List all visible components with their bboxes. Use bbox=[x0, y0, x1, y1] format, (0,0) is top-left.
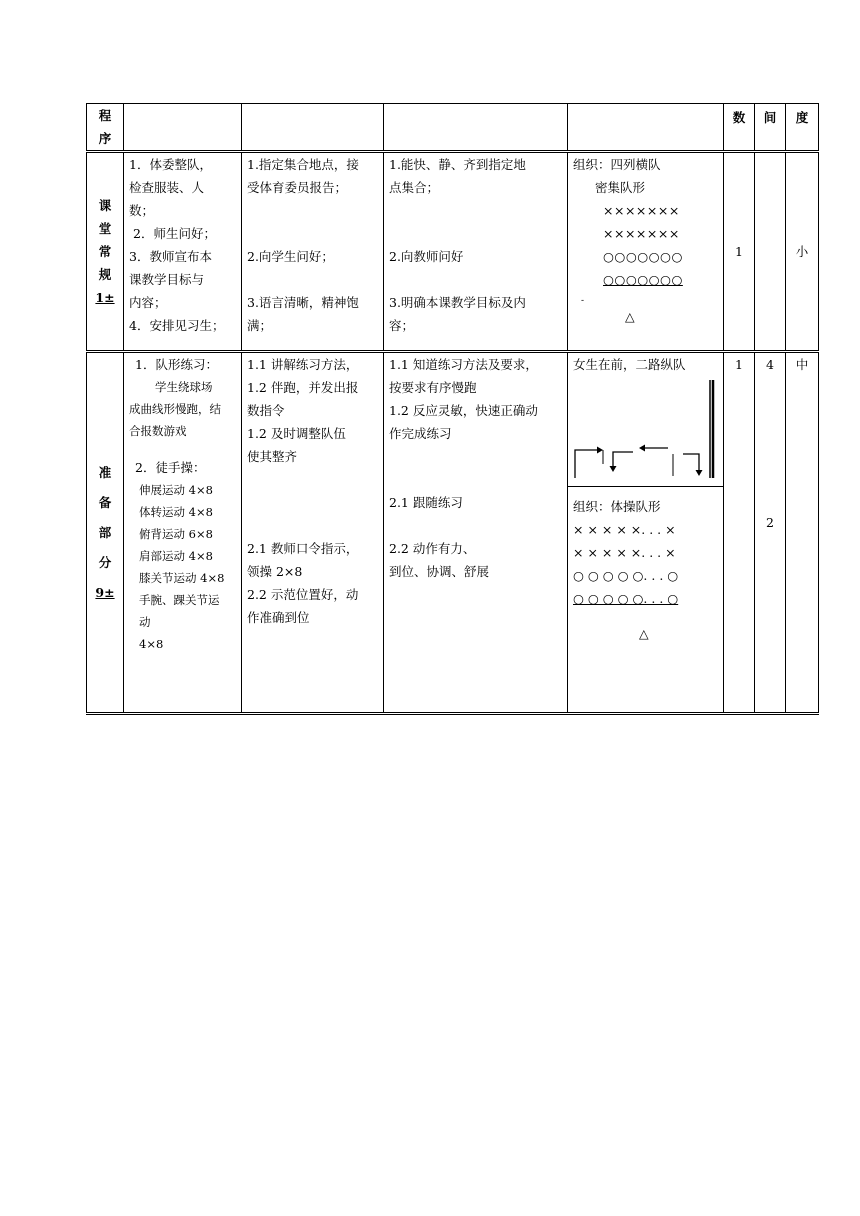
content-line: 4．安排见习生； bbox=[129, 318, 225, 333]
header-empty bbox=[124, 104, 242, 152]
teacher-position-mark: △ bbox=[639, 626, 649, 641]
student-line: 1.2 反应灵敏，快速正确动 bbox=[389, 403, 538, 418]
teacher-line: 领操 2×8 bbox=[247, 564, 303, 579]
content-line: 内容； bbox=[129, 295, 167, 310]
routine-student bbox=[384, 152, 568, 352]
content-line: 学生绕球场 bbox=[155, 380, 213, 394]
student-line: 2.2 动作有力、 bbox=[389, 541, 476, 556]
exercise-line: 动 bbox=[139, 615, 151, 629]
prep-organization bbox=[568, 352, 724, 714]
lesson-plan-table bbox=[86, 103, 819, 715]
teacher-line: 3.语言清晰，精神饱 bbox=[247, 295, 359, 310]
label-char: 备 bbox=[98, 494, 112, 510]
teacher-line: 2.2 示范位置好，动 bbox=[247, 587, 359, 602]
header-empty bbox=[242, 104, 384, 152]
teacher-line: 数指令 bbox=[247, 403, 285, 418]
label-char: 部 bbox=[98, 524, 112, 540]
content-line: 3．教师宣布本 bbox=[129, 249, 212, 264]
student-line: 3.明确本课教学目标及内 bbox=[389, 295, 526, 310]
content-line: 2．师生问好； bbox=[133, 226, 216, 241]
student-line: 到位、协调、舒展 bbox=[389, 564, 490, 579]
teacher-line: 使其整齐 bbox=[247, 449, 298, 464]
duration-value: 2 bbox=[766, 515, 774, 530]
teacher-line: 1.指定集合地点，接 bbox=[247, 157, 359, 172]
teacher-line: 作准确到位 bbox=[247, 610, 310, 625]
student-line: 作完成练习 bbox=[389, 426, 452, 441]
content-heading: 1．队形练习： bbox=[135, 357, 218, 372]
content-heading: 2．徒手操： bbox=[135, 460, 206, 475]
teacher-line: 1.1 讲解练习方法， bbox=[247, 357, 359, 372]
formation-row: × × × × ×. . . × bbox=[573, 545, 676, 560]
student-line: 按要求有序慢跑 bbox=[389, 380, 477, 395]
running-route-diagram bbox=[573, 376, 718, 486]
formation-row: ××××××× bbox=[603, 226, 680, 241]
header-procedure bbox=[87, 104, 124, 152]
teacher-position-mark: △ bbox=[625, 309, 635, 324]
label-char: 规 bbox=[98, 267, 112, 282]
org-dash: - bbox=[581, 296, 585, 306]
label-char: 分 bbox=[98, 554, 112, 570]
teacher-line: 1.2 及时调整队伍 bbox=[247, 426, 346, 441]
prep-label bbox=[87, 352, 124, 714]
header-char: 序 bbox=[98, 131, 112, 146]
prep-student bbox=[384, 352, 568, 714]
header-empty bbox=[384, 104, 568, 152]
prep-row bbox=[87, 352, 819, 714]
student-line: 2.1 跟随练习 bbox=[389, 495, 463, 510]
org-title: 组织：体操队形 bbox=[573, 499, 661, 514]
routine-organization bbox=[568, 152, 724, 352]
content-line: 课教学目标与 bbox=[129, 272, 205, 287]
student-line: 点集合； bbox=[389, 180, 440, 195]
label-char: 课 bbox=[98, 198, 112, 213]
header-time: 间 bbox=[755, 104, 786, 152]
org-title: 组织：四列横队 bbox=[573, 157, 661, 172]
label-char: 准 bbox=[98, 464, 112, 480]
exercise-line: 肩部运动 4×8 bbox=[139, 549, 213, 563]
content-line: 数； bbox=[129, 203, 155, 218]
routine-label bbox=[87, 152, 124, 352]
formation-row: ○ ○ ○ ○ ○. . . ○ bbox=[573, 568, 679, 583]
teacher-line: 受体育委员报告； bbox=[247, 180, 348, 195]
header-intensity: 度 bbox=[786, 104, 819, 152]
student-line: 2.向教师问好 bbox=[389, 249, 464, 264]
prep-times: 1 bbox=[724, 352, 755, 714]
content-line: 合报数游戏 bbox=[129, 424, 187, 438]
teacher-line: 2.向学生问好； bbox=[247, 249, 334, 264]
org-title: 女生在前，二路纵队 bbox=[573, 357, 686, 372]
exercise-line: 手腕、踝关节运 bbox=[139, 593, 220, 607]
formation-row: ××××××× bbox=[603, 203, 680, 218]
teacher-line: 2.1 教师口令指示， bbox=[247, 541, 359, 556]
content-line: 1．体委整队， bbox=[129, 157, 212, 172]
header-count: 数 bbox=[724, 104, 755, 152]
exercise-line: 膝关节运动 4×8 bbox=[139, 571, 225, 585]
formation-row: × × × × ×. . . × bbox=[573, 522, 676, 537]
student-line: 1.1 知道练习方法及要求， bbox=[389, 357, 538, 372]
routine-intensity: 小 bbox=[786, 152, 819, 352]
exercise-line: 体转运动 4×8 bbox=[139, 505, 213, 519]
content-line: 检查服装、人 bbox=[129, 180, 205, 195]
label-char: 1± bbox=[95, 290, 115, 305]
prep-teacher bbox=[242, 352, 384, 714]
exercise-line: 俯背运动 6×8 bbox=[139, 527, 213, 541]
teacher-line: 满； bbox=[247, 318, 273, 333]
label-char: 9± bbox=[95, 584, 115, 600]
formation-row: ○ ○ ○ ○ ○. . . ○ bbox=[573, 591, 679, 606]
routine-row bbox=[87, 152, 819, 352]
org-subtitle: 密集队形 bbox=[595, 180, 646, 195]
exercise-line: 伸展运动 4×8 bbox=[139, 483, 213, 497]
prep-intensity: 中 bbox=[786, 352, 819, 714]
routine-times: 1 bbox=[724, 152, 755, 352]
duration-value: 4 bbox=[766, 357, 774, 372]
teacher-line: 1.2 伴跑，并发出报 bbox=[247, 380, 359, 395]
formation-row: ○○○○○○○ bbox=[603, 272, 683, 287]
prep-content bbox=[124, 352, 242, 714]
routine-teacher bbox=[242, 152, 384, 352]
student-line: 容； bbox=[389, 318, 415, 333]
header-char: 程 bbox=[98, 108, 112, 123]
header-row bbox=[87, 104, 819, 152]
label-char: 堂 bbox=[98, 221, 112, 236]
exercise-line: 4×8 bbox=[139, 637, 164, 651]
formation-row: ○○○○○○○ bbox=[603, 249, 683, 264]
label-char: 常 bbox=[98, 244, 112, 259]
prep-duration bbox=[755, 352, 786, 714]
header-empty bbox=[568, 104, 724, 152]
content-line: 成曲线形慢跑，结 bbox=[129, 402, 221, 416]
student-line: 1.能快、静、齐到指定地 bbox=[389, 157, 526, 172]
routine-duration bbox=[755, 152, 786, 352]
routine-content bbox=[124, 152, 242, 352]
